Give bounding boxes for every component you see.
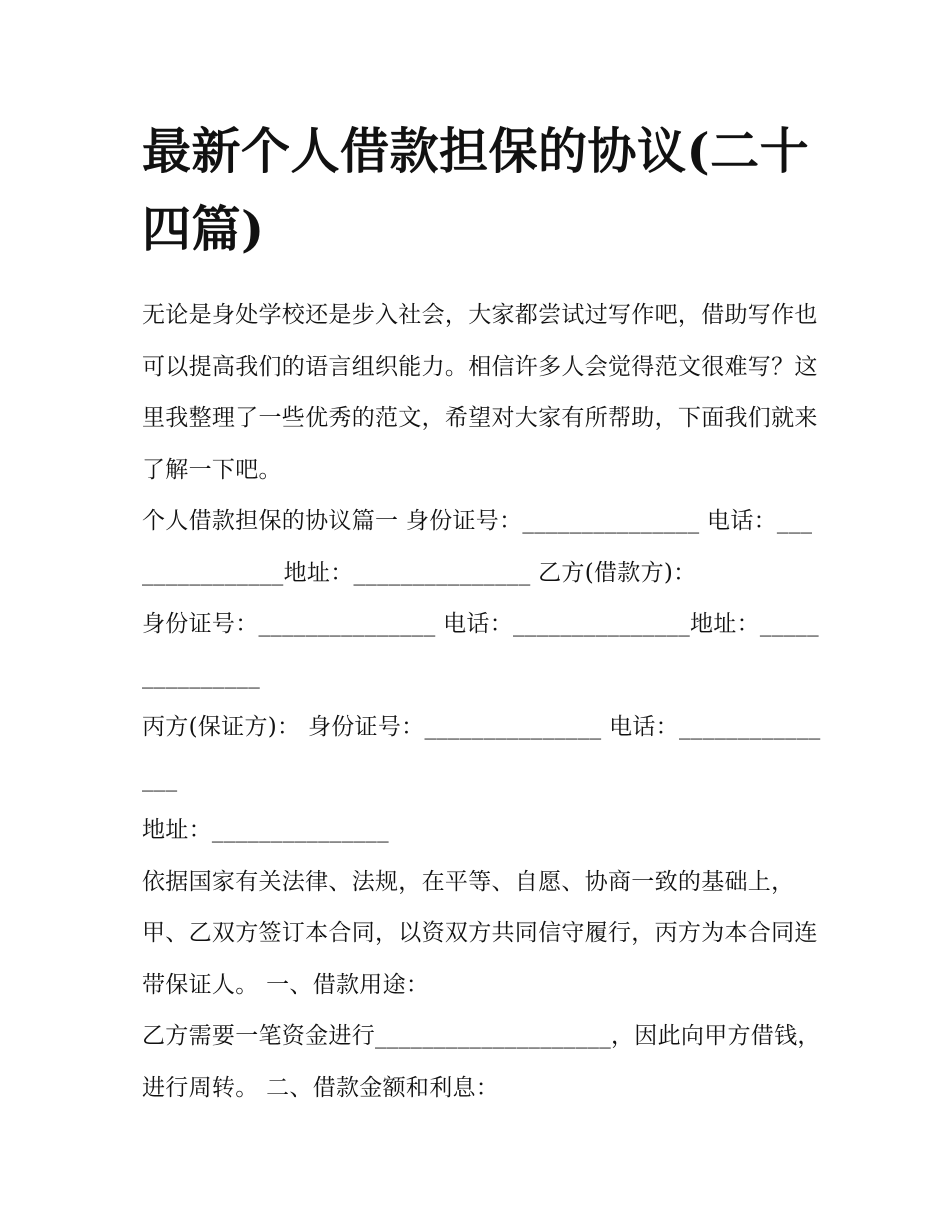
party-a-info-paragraph: 个人借款担保的协议篇一 身份证号：_______________ 电话：_______________地址：_______________ 乙方(借款方)： [142,508,813,586]
party-c-info-paragraph: 丙方(保证方)： 身份证号：_______________ 电话：_______________ [142,714,821,792]
document-page [142,112,822,1114]
document-body [142,290,822,1114]
agreement-basis-paragraph: 依据国家有关法律、法规，在平等、自愿、协商一致的基础上，甲、乙双方签订本合同，以资双方共同信守履行，丙方为本合同连带保证人。 一、借款用途： [142,868,818,998]
party-c-address-paragraph: 地址：_______________ [142,817,389,843]
loan-purpose-paragraph: 乙方需要一笔资金进行____________________，因此向甲方借钱，进行周转。 二、借款金额和利息： [142,1023,821,1101]
document-title: 最新个人借款担保的协议(二十四篇) [142,122,810,258]
intro-paragraph: 无论是身处学校还是步入社会，大家都尝试过写作吧，借助写作也可以提高我们的语言组织能力。相信许多人会觉得范文很难写？这里我整理了一些优秀的范文，希望对大家有所帮助，下面我们就来了解一下吧。 [142,302,818,483]
party-b-info-paragraph: 身份证号：_______________ 电话：_______________地址：_______________ [142,611,819,689]
